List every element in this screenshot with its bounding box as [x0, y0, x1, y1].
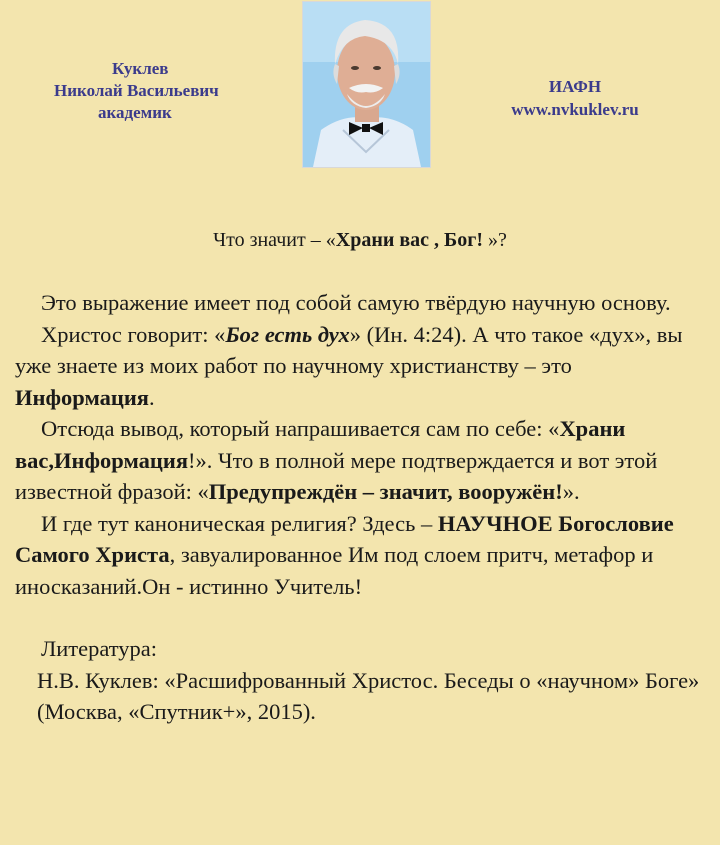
p3-text-a: Отсюда вывод, который напрашивается сам по себе: « [41, 416, 560, 441]
p2-quote: Бог есть дух [225, 321, 350, 347]
author-name: Николай Васильевич [54, 81, 219, 100]
p3-bold: Храни вас,Информация [15, 416, 626, 473]
site-block [470, 75, 680, 121]
author-block [40, 58, 280, 124]
title-suffix: »? [488, 229, 507, 251]
org-name: ИАФН [548, 77, 602, 96]
p4-text-a: И где тут каноническая религия? Здесь – [41, 510, 438, 536]
p4-text-b: , завуалированное Им под слоем притч, метафор и иносказаний.Он - истинно Учитель! [15, 542, 654, 599]
title-bold: Храни вас , Бог! [335, 229, 489, 251]
p2-text-c: . [148, 384, 155, 410]
paragraph-4 [15, 508, 715, 603]
literature-entry: Н.В. Куклев: «Расшифрованный Христос. Беседы о «научном» Боге» (Москва, «Спутник+», 2015). [37, 667, 700, 724]
author-title: академик [98, 103, 172, 122]
page-title [0, 229, 720, 252]
p3-text-b: !». Что в полной мере подтверждается и вот этой известной фразой: « [15, 447, 658, 504]
article-body [15, 287, 715, 728]
p2-info: Информация [15, 384, 149, 410]
paragraph-1: Это выражение имеет под собой самую твёрдую научную основу. [41, 290, 671, 315]
p3-text-c: ». [562, 479, 580, 504]
p2-text-b: » (Ин. 4:24). А что такое «дух», вы уже знаете из моих работ по научному христианству – это [15, 321, 683, 378]
literature-heading: Литература: [41, 636, 158, 661]
p4-bold: НАУЧНОЕ Богословие Самого Христа [15, 510, 674, 567]
p2-text-a: Христос говорит: « [41, 321, 226, 347]
author-surname: Куклев [112, 59, 169, 78]
author-photo [302, 1, 431, 168]
paragraph-2 [15, 319, 715, 414]
spacer [15, 602, 715, 633]
website-link[interactable]: www.nvkuklev.ru [511, 100, 639, 119]
p3-bold2: Предупреждён – значит, вооружён! [208, 479, 563, 504]
title-prefix: Что значит – « [213, 229, 336, 251]
paragraph-3 [15, 413, 715, 508]
